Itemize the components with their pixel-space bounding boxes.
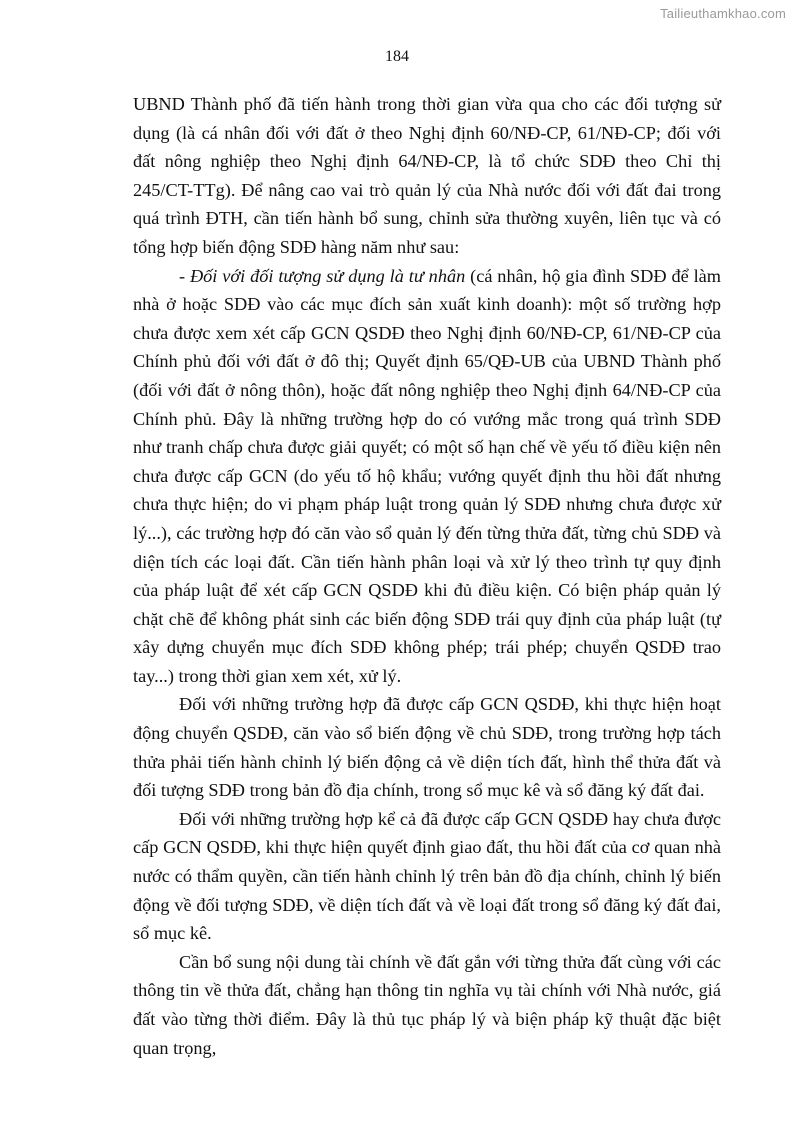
paragraph-3 — [133, 690, 721, 804]
paragraph-5-text: Cần bổ sung nội dung tài chính về đất gắn với từng thửa đất cùng với các thông tin về thửa đất, chẳng hạn thông tin nghĩa vụ tài chính với Nhà nước, giá đất vào từng thời điểm. Đây là thủ tục pháp lý và biện pháp kỹ thuật đặc biệt quan trọng, — [133, 951, 721, 1058]
paragraph-1 — [133, 90, 721, 262]
paragraph-2-italic: Đối với đối tượng sử dụng là tư nhân — [189, 265, 466, 286]
paragraph-2 — [133, 262, 721, 691]
paragraph-3-text: Đối với những trường hợp đã được cấp GCN QSDĐ, khi thực hiện hoạt động chuyển QSDĐ, căn vào sổ biến động về chủ SDĐ, trong trường hợp tách thửa phải tiến hành chỉnh lý biến động cả về diện tích đất, hình thể thửa đất và đối tượng SDĐ trong bản đồ địa chính, trong sổ mục kê và sổ đăng ký đất đai. — [133, 694, 721, 801]
paragraph-2-text: (cá nhân, hộ gia đình SDĐ để làm nhà ở hoặc SDĐ vào các mục đích sản xuất kinh doanh): một số trường hợp chưa được xem xét cấp GCN QSDĐ theo Nghị định 60/NĐ-CP, 61/NĐ-CP của Chính phủ đối với đất ở đô thị; Quyết định 65/QĐ-UB của UBND Thành phố (đối với đất ở nông thôn), hoặc đất nông nghiệp theo Nghị định 64/NĐ-CP của Chính phủ. Đây là những trường hợp do có vướng mắc trong quá trình SDĐ như tranh chấp chưa được giải quyết; có một số hạn chế về yếu tố điều kiện nên chưa được cấp GCN (do yếu tố hộ khẩu; vướng quyết định thu hồi đất nhưng chưa thực hiện; do vi phạm pháp luật trong quản lý SDĐ nhưng chưa được xử lý...), các trường hợp đó căn vào sổ quản lý đến từng thửa đất, từng chủ SDĐ và diện tích các loại đất. Cần tiến hành phân loại và xử lý theo trình tự quy định của pháp luật để xét cấp GCN QSDĐ khi đủ điều kiện. Có biện pháp quản lý chặt chẽ để không phát sinh các biến động SDĐ trái quy định của pháp luật (tự xây dựng chuyển mục đích SDĐ không phép; trái phép; chuyển QSDĐ trao tay...) trong thời gian xem xét, xử lý. — [133, 265, 721, 686]
paragraph-4-text: Đối với những trường hợp kể cả đã được cấp GCN QSDĐ hay chưa được cấp GCN QSDĐ, khi thực hiện quyết định giao đất, thu hồi đất của cơ quan nhà nước có thẩm quyền, cần tiến hành chỉnh lý trên bản đồ địa chính, chỉnh lý biến động về đối tượng SDĐ, về diện tích đất và về loại đất trong sổ đăng ký đất đai, sổ mục kê. — [133, 808, 721, 944]
paragraph-5 — [133, 948, 721, 1062]
paragraph-1-text: UBND Thành phố đã tiến hành trong thời gian vừa qua cho các đối tượng sử dụng (là cá nhân đối với đất ở theo Nghị định 60/NĐ-CP, 61/NĐ-CP; đối với đất nông nghiệp theo Nghị định 64/NĐ-CP, là tổ chức SDĐ theo Chỉ thị 245/CT-TTg). Để nâng cao vai trò quản lý của Nhà nước đối với đất đai trong quá trình ĐTH, cần tiến hành bổ sung, chỉnh sửa thường xuyên, liên tục và có tổng hợp biến động SDĐ hàng năm như sau: — [133, 94, 721, 257]
paragraph-4 — [133, 805, 721, 948]
page-number: 184 — [385, 48, 409, 65]
watermark-text: Tailieuthamkhao.com — [660, 6, 786, 21]
document-body — [133, 90, 721, 1062]
paragraph-2-lead: - — [179, 265, 190, 286]
